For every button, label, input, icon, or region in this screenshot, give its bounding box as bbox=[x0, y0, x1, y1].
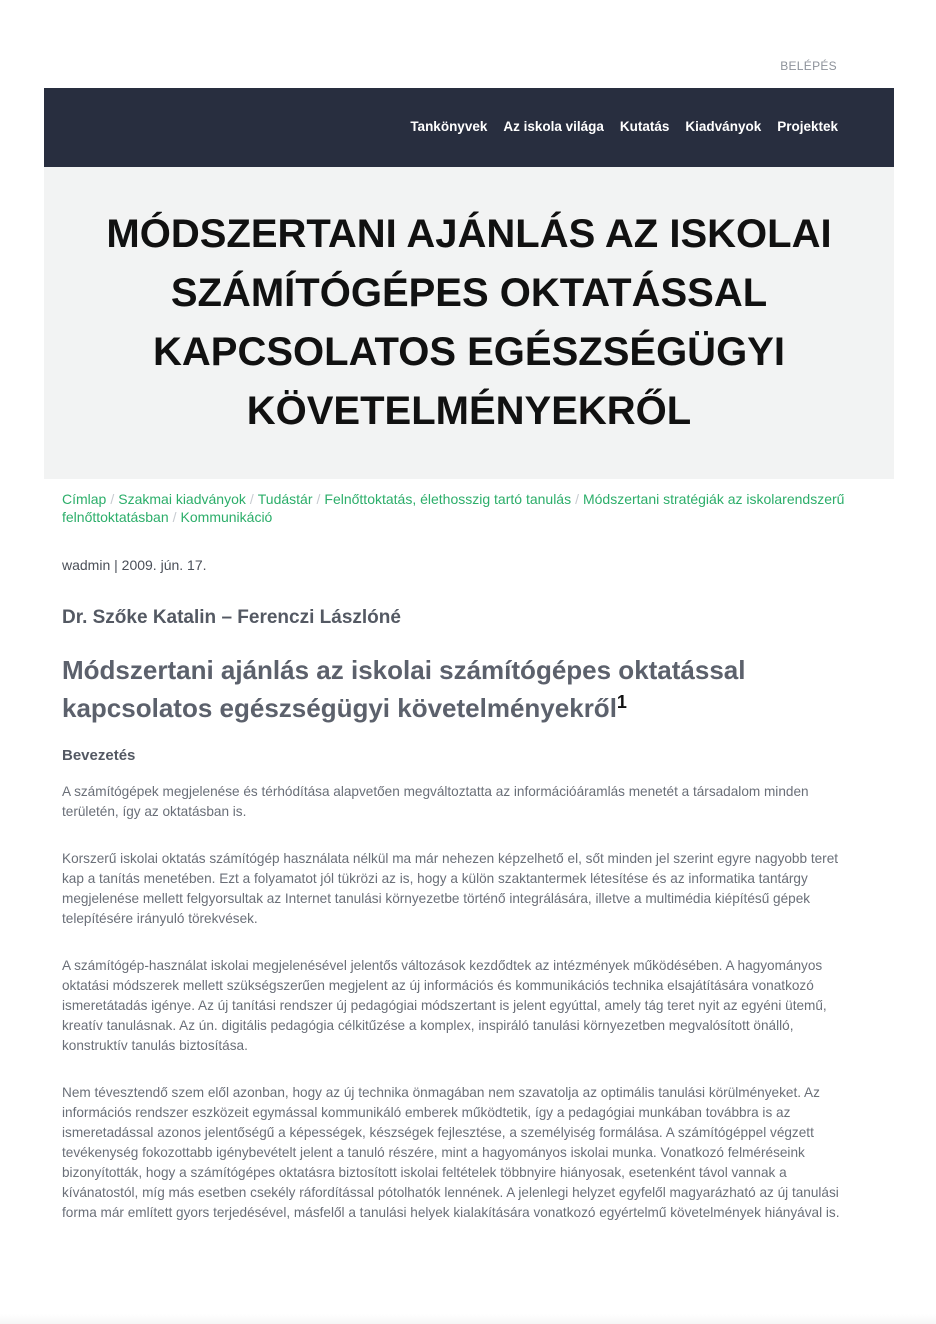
hero-banner bbox=[44, 167, 894, 479]
paragraph: Korszerű iskolai oktatás számítógép használata nélkül ma már nehezen képzelhető el, sőt minden jel szerint egyre nagyobb teret kap a tanítás menetében. Ezt a folyamatot jól tükrözi az is, hogy a külön szaktantermek létesítése és az informatika tantárgy megjelenése mellett felgyorsultak az Internet tanulási környezetbe történő integrálására, illetve a multimédia kiépítésű gépek telepítésére irányuló törekvések. bbox=[62, 851, 839, 926]
breadcrumb-item-szakmai-kiadvanyok[interactable]: Szakmai kiadványok bbox=[118, 491, 246, 507]
breadcrumb-item-tudastar[interactable]: Tudástár bbox=[257, 491, 313, 507]
breadcrumb-item-modszertani-strategiak[interactable]: Módszertani stratégiák az iskolarendszerű felnőttoktatásban bbox=[62, 491, 845, 525]
article-authors: Dr. Szőke Katalin – Ferenczi Lászlóné bbox=[62, 607, 401, 628]
nav-menu bbox=[394, 119, 838, 134]
breadcrumb-separator: / bbox=[110, 491, 115, 507]
breadcrumb bbox=[62, 490, 862, 526]
login-link[interactable]: BELÉPÉS bbox=[780, 59, 837, 73]
article-title-text: Módszertani ajánlás az iskolai számítógépes oktatással kapcsolatos egészségügyi követelményekről bbox=[62, 655, 746, 723]
top-bar bbox=[0, 0, 936, 88]
breadcrumb-separator: / bbox=[172, 509, 177, 525]
section-heading: Bevezetés bbox=[62, 747, 136, 764]
breadcrumb-item-kommunikacio[interactable]: Kommunikáció bbox=[180, 509, 273, 525]
nav-item-projektek[interactable]: Projektek bbox=[777, 119, 838, 134]
page-title: MÓDSZERTANI AJÁNLÁS AZ ISKOLAI SZÁMÍTÓGÉPES OKTATÁSSAL KAPCSOLATOS EGÉSZSÉGÜGYI KÖVETELMÉNYEKRŐL bbox=[106, 212, 832, 433]
paragraph: A számítógépek megjelenése és térhódítása alapvetően megváltoztatta az információáramlás menetét a társadalom minden területén, így az oktatásban is. bbox=[62, 784, 809, 819]
breadcrumb-separator: / bbox=[316, 491, 321, 507]
main-navigation bbox=[44, 88, 894, 167]
breadcrumb-item-cimlap[interactable]: Címlap bbox=[62, 491, 107, 507]
main-content bbox=[62, 490, 862, 1237]
nav-item-az-iskola-vilaga[interactable]: Az iskola világa bbox=[503, 119, 604, 134]
post-meta: wadmin | 2009. jún. 17. bbox=[62, 557, 207, 573]
page-bottom-edge bbox=[0, 1314, 936, 1324]
nav-item-tankonyvek[interactable]: Tankönyvek bbox=[410, 119, 488, 134]
breadcrumb-separator: / bbox=[575, 491, 579, 507]
nav-item-kutatas[interactable]: Kutatás bbox=[619, 119, 670, 134]
breadcrumb-item-felnottoktatas[interactable]: Felnőttoktatás, élethosszig tartó tanulás bbox=[324, 491, 572, 507]
nav-item-kiadvanyok[interactable]: Kiadványok bbox=[685, 119, 762, 134]
breadcrumb-separator: / bbox=[249, 491, 254, 507]
paragraph: Nem tévesztendő szem elől azonban, hogy az új technika önmagában nem szavatolja az optimális tanulási körülményeket. Az információs rendszer eszközeit egymással kommunikáló emberek működtetik, így a pedagógiai munkában továbbra is az ismeretadással azonos jelentőségű a képességek, készségek fejlesztése, a személyiség formálása. A számítógéppel végzett tevékenység fokozottabb igénybevételt jelent a tanuló részére, mint a hagyományos iskolai munka. Vonatkozó felméréseink bizonyították, hogy a számítógépes oktatásra biztosított iskolai feltételek többnyire hiányosak, esetenként távol vannak a kívánatostól, míg más esetben csekély ráfordítással pótolhatók lennének. A jelenlegi helyzet egyfelől magyarázható az új tanulási forma már említett gyors terjedésével, másfelől a tanulási helyek kialakítására vonatkozó egyértelmű követelmények hiányával is. bbox=[62, 1085, 840, 1220]
footnote-mark[interactable]: 1 bbox=[616, 692, 627, 712]
paragraph: A számítógép-használat iskolai megjelenésével jelentős változások kezdődtek az intézmények működésében. A hagyományos oktatási módszerek mellett szükségszerűen megjelent az új információs és kommunikációs technika elsajátítására vonatkozó ismeretátadás igénye. Az új tanítási rendszer új pedagógiai módszertant is jelent egyúttal, amely tág teret nyit az egyéni ütemű, kreatív tanulásnak. Az ún. digitális pedagógia célkitűzése a komplex, inspiráló tanulási környezetben megvalósított önálló, konstruktív tanulás biztosítása. bbox=[62, 958, 827, 1053]
article-title bbox=[62, 651, 862, 727]
